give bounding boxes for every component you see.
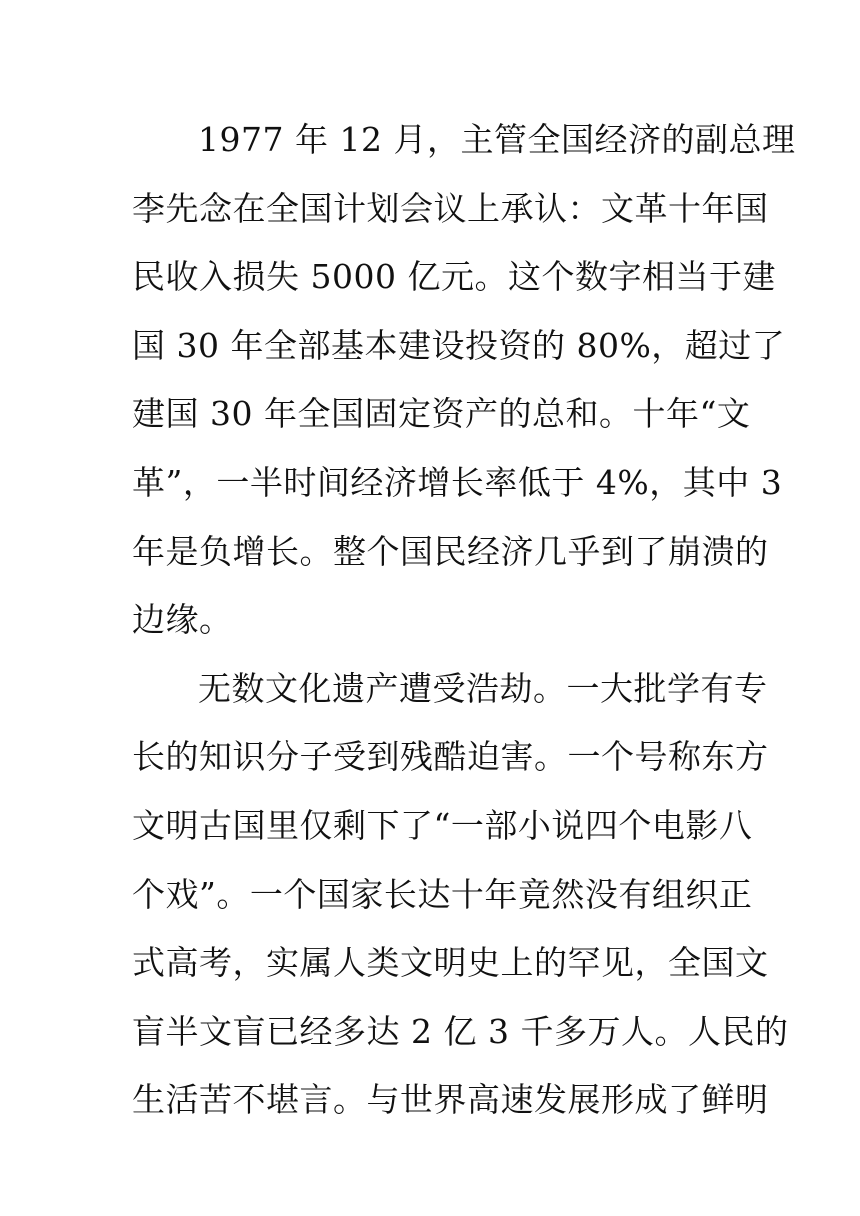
paragraph-1 [132,112,796,661]
paragraph-1-line-2: 李先念在全国计划会议上承认：文革十年国 [132,188,769,228]
document-page [132,112,796,1141]
paragraph-1-line-8: 边缘。 [132,600,233,640]
paragraph-1-line-7: 年是负增长。整个国民经济几乎到了崩溃的 [132,531,769,571]
paragraph-2-line-5: 式高考，实属人类文明史上的罕见，全国文 [132,943,769,983]
paragraph-2-line-4: 个戏”。一个国家长达十年竟然没有组织正 [132,874,753,914]
paragraph-1-line-4: 国 30 年全部基本建设投资的 80%，超过了 [132,325,786,365]
paragraph-1-line-3: 民收入损失 5000 亿元。这个数字相当于建 [132,257,776,297]
paragraph-1-line-6: 革”，一半时间经济增长率低于 4%，其中 3 [132,462,783,502]
paragraph-2-line-3: 文明古国里仅剩下了“一部小说四个电影八 [132,805,753,845]
paragraph-2-line-2: 长的知识分子受到残酷迫害。一个号称东方 [132,737,769,777]
paragraph-2 [132,661,789,1141]
paragraph-2-line-6: 盲半文盲已经多达 2 亿 3 千多万人。人民的 [132,1011,789,1051]
paragraph-2-line-1: 无数文化遗产遭受浩劫。一大批学有专 [198,668,768,708]
paragraph-1-line-1: 1977 年 12 月，主管全国经济的副总理 [198,120,796,159]
paragraph-1-line-5: 建国 30 年全国固定资产的总和。十年“文 [132,394,751,434]
paragraph-2-line-7: 生活苦不堪言。与世界高速发展形成了鲜明 [132,1080,769,1120]
